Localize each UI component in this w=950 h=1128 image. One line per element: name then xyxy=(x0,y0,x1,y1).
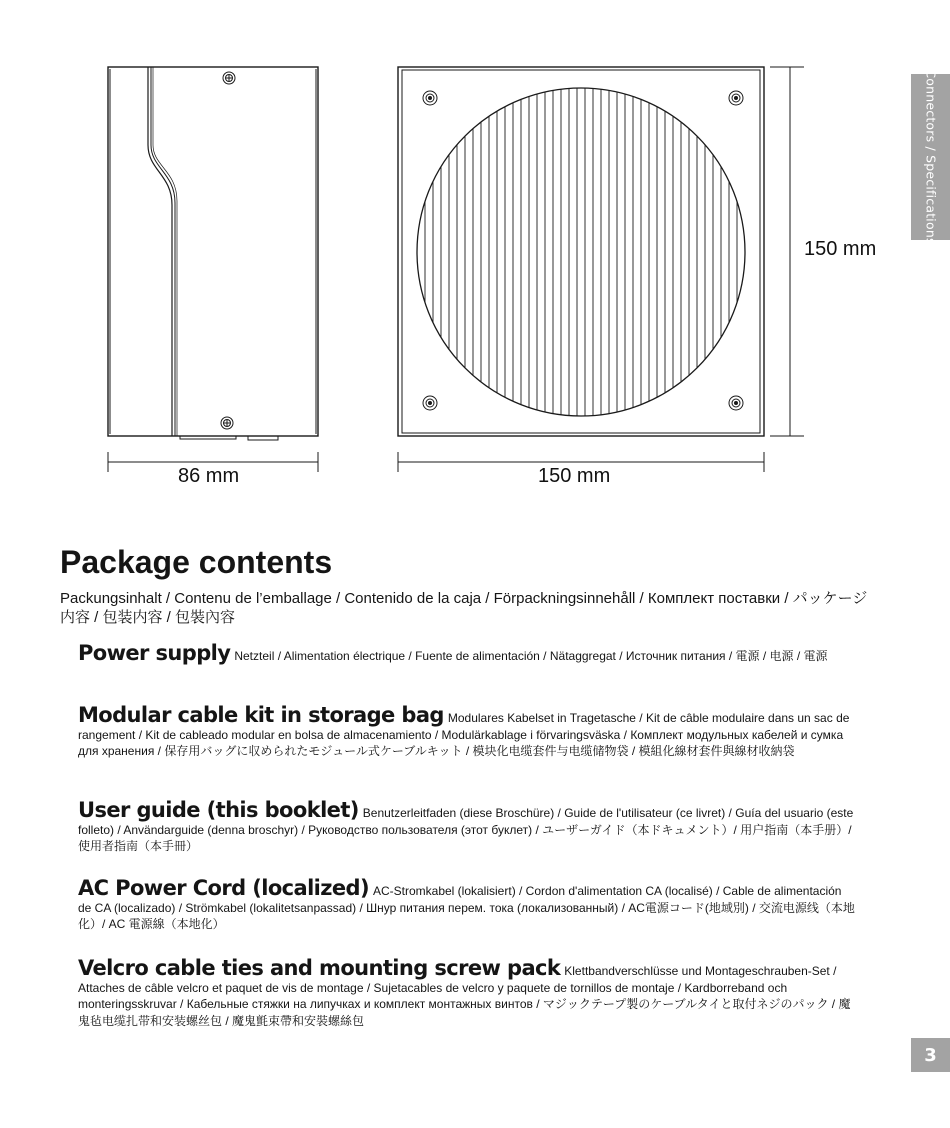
item-title: User guide (this booklet) xyxy=(78,798,359,822)
side-width-dimension: 86 mm xyxy=(178,465,240,487)
item-translations: Modulares Kabelset in Tragetasche / Kit de câble modulaire dans un sac de rangement / Kit de cableado modular en bolsa de almacenamiento / Modulärkablage i förvaringsväska / Комплект модульных кабелей и сумка для хранения / 保存用バッグに収められたモジュール式ケーブルキット / 模块化电缆套件与电缆储物袋 / 模組化線材套件與線材收納袋 xyxy=(78,711,850,758)
item-translations: Benutzerleitfaden (diese Broschüre) / Guide de l'utilisateur (ce livret) / Guía del usuario (este folleto) / Användarguide (denna broschyr) / Руководство пользователя (этот буклет) / ユーザーガイド（本ドキュメント）/ 用户指南（本手册）/ 使用者指南（本手冊） xyxy=(78,806,854,853)
page-number: 3 xyxy=(911,1038,950,1072)
item-title: AC Power Cord (localized) xyxy=(78,876,369,900)
front-height-dimension: 150 mm xyxy=(804,238,877,260)
screw-icon xyxy=(729,91,743,105)
package-item-modular-cable-kit xyxy=(78,703,858,760)
package-item-user-guide xyxy=(78,798,858,855)
section-title: Package contents xyxy=(60,544,333,580)
fan-grille-icon xyxy=(417,80,745,425)
screw-icon xyxy=(221,417,233,429)
item-translations: Netzteil / Alimentation électrique / Fuente de alimentación / Nätaggregat / Источник питания / 電源 / 电源 / 電源 xyxy=(234,649,828,663)
front-width-dimension: 150 mm xyxy=(538,465,611,487)
item-title: Velcro cable ties and mounting screw pack xyxy=(78,956,561,980)
side-tab-label: Connectors / Specifications xyxy=(923,69,938,245)
side-view-drawing xyxy=(108,67,318,472)
screw-icon xyxy=(423,396,437,410)
screw-icon xyxy=(423,91,437,105)
screw-icon xyxy=(223,72,235,84)
front-view-drawing xyxy=(398,67,804,472)
item-translations: AC-Stromkabel (lokalisiert) / Cordon d'alimentation CA (localisé) / Cable de alimentación de CA (localizado) / Strömkabel (lokalitetsanpassad) / Шнур питания перем. тока (локализованный) / AC電源コード(地域別) / 交流电源线（本地化）/ AC 電源線（本地化） xyxy=(78,884,855,931)
section-side-tab xyxy=(911,69,950,245)
screw-icon xyxy=(729,396,743,410)
item-title: Modular cable kit in storage bag xyxy=(78,703,444,727)
package-item-velcro-ties-screws xyxy=(78,956,858,1029)
section-subtitle: Packungsinhalt / Contenu de l’emballage / Contenido de la caja / Förpackningsinnehåll / Комплект поставки / パッケージ内容 / 包装内容 / 包裝內容 xyxy=(60,590,868,626)
item-title: Power supply xyxy=(78,641,231,665)
item-translations: Klettbandverschlüsse und Montageschrauben-Set / Attaches de câble velcro et paquet de vis de montage / Sujetacables de velcro y paquete de tornillos de montaje / Kardborreband och monteringsskruvar / Кабельные стяжки на липучках и комплект монтажных винтов / マジックテープ製のケーブルタイと取付ネジのパック / 魔鬼毡电缆扎带和安装螺丝包 / 魔鬼氈束帶和安裝螺絲包 xyxy=(78,964,851,1028)
package-item-power-supply xyxy=(78,641,858,665)
package-item-ac-power-cord xyxy=(78,876,858,933)
